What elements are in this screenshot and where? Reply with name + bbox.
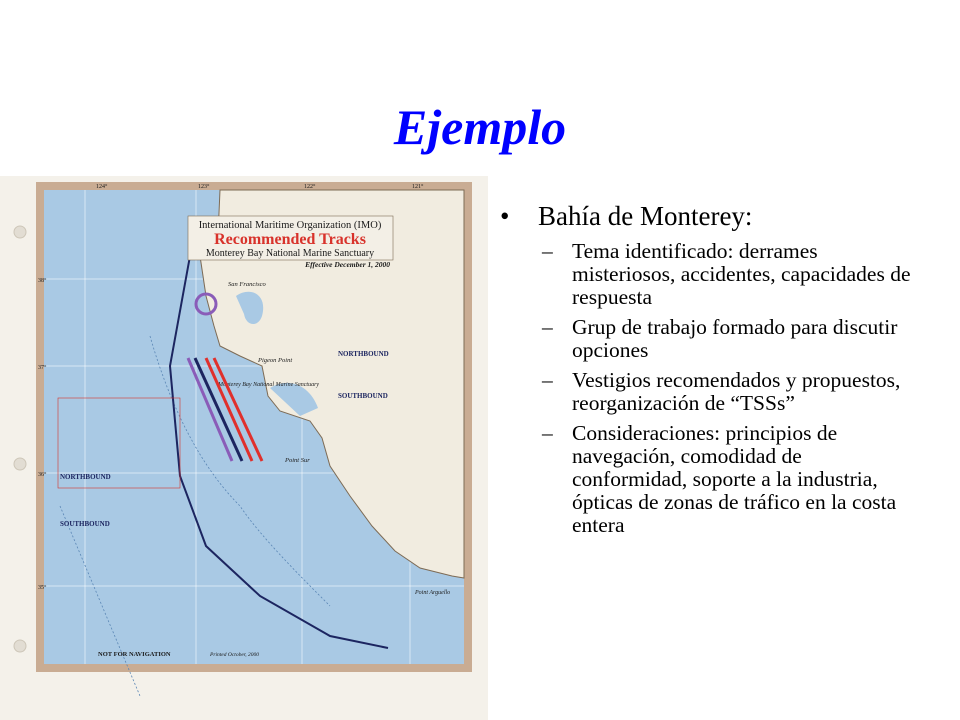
sub-bullet-text: Tema identificado: derrames misteriosos, accidentes, capacidades de respuesta xyxy=(572,239,911,309)
sub-bullet xyxy=(498,369,918,415)
sub-bullet-text: Consideraciones: principios de navegación, comodidad de conformidad, soporte a la industria, ópticas de zonas de tráfico en la costa entera xyxy=(572,421,897,537)
map-printed: Printed October, 2000 xyxy=(210,652,260,658)
map-not-for-navigation: NOT FOR NAVIGATION xyxy=(98,651,171,658)
sub-bullet-text: Grup de trabajo formado para discutir opciones xyxy=(572,315,898,362)
map-header-line2: Recommended Tracks xyxy=(214,231,366,248)
sub-bullet-text: Vestigios recomendados y propuestos, reorganización de “TSSs” xyxy=(572,368,901,415)
map-lat-tick: 35° xyxy=(38,585,47,591)
map-header-line3: Monterey Bay National Marine Sanctuary xyxy=(205,248,375,259)
map-label-pigeon-point: Pigeon Point xyxy=(258,357,293,364)
map-left-southbound: SOUTHBOUND xyxy=(60,520,110,528)
sub-bullet-list xyxy=(498,240,918,537)
main-bullet-text: Bahía de Monterey: xyxy=(538,201,753,231)
map-effective: Effective December 1, 2000 xyxy=(305,260,390,269)
map-label-point-arguello: Point Arguello xyxy=(415,590,451,596)
dash-icon: – xyxy=(542,315,553,339)
sub-bullet xyxy=(498,240,918,309)
dash-icon: – xyxy=(542,421,553,445)
bullet-list xyxy=(498,200,918,544)
map-right-northbound: NORTHBOUND xyxy=(338,350,389,358)
map-lon-tick: 121° xyxy=(412,184,424,190)
map-label-san-francisco: San Francisco xyxy=(228,281,266,288)
map-header-line1: International Maritime Organization (IMO) xyxy=(198,220,382,231)
map-right-southbound: SOUTHBOUND xyxy=(338,392,388,400)
map-lon-tick: 122° xyxy=(304,184,316,190)
sub-bullet xyxy=(498,422,918,537)
map-lat-tick: 36° xyxy=(38,472,47,478)
map-lon-tick: 124° xyxy=(96,184,108,190)
map-lat-tick: 37° xyxy=(38,365,47,371)
bullet-dot-icon: • xyxy=(500,201,510,231)
map-label-sanctuary: Monterey Bay National Marine Sanctuary xyxy=(218,382,320,388)
map-image xyxy=(0,176,488,720)
map-lon-tick: 123° xyxy=(198,184,210,190)
dash-icon: – xyxy=(542,368,553,392)
slide-title: Ejemplo xyxy=(393,99,567,155)
map-left-northbound: NORTHBOUND xyxy=(60,473,111,481)
map-lat-tick: 38° xyxy=(38,278,47,284)
map-label-point-sur: Point Sur xyxy=(285,457,310,464)
dash-icon: – xyxy=(542,239,553,263)
sub-bullet xyxy=(498,316,918,362)
main-bullet xyxy=(498,200,918,232)
